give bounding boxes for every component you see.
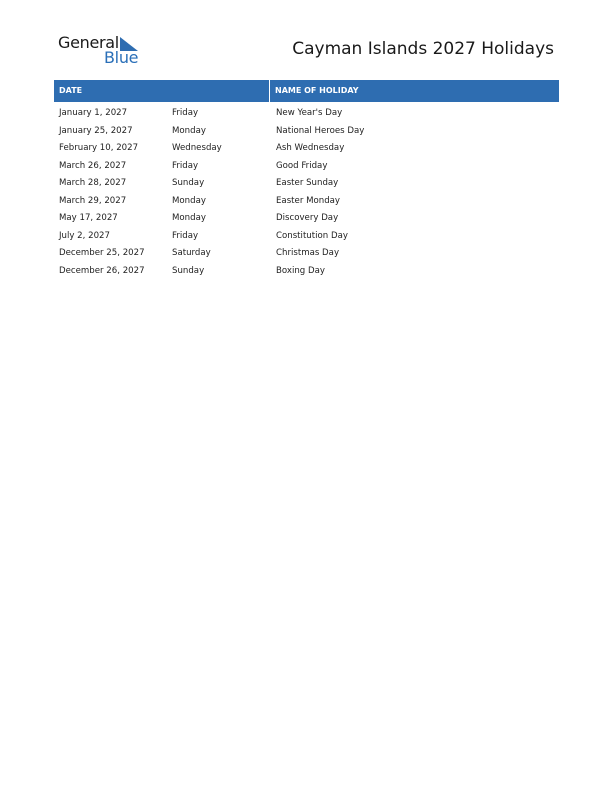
- header-date: DATE: [54, 80, 270, 102]
- row-holiday-name: Good Friday: [276, 160, 328, 171]
- row-date: May 17, 2027: [59, 213, 118, 223]
- row-weekday: Saturday: [172, 248, 211, 258]
- row-date: December 25, 2027: [59, 248, 145, 258]
- row-date: December 26, 2027: [59, 265, 145, 276]
- row-date: March 29, 2027: [59, 195, 127, 206]
- table-row: [54, 175, 559, 193]
- page-title: Cayman Islands 2027 Holidays: [292, 39, 554, 59]
- row-holiday-name: Easter Monday: [276, 195, 341, 206]
- row-date: February 10, 2027: [59, 143, 139, 153]
- table-row: [54, 158, 559, 176]
- table-row: [54, 105, 559, 123]
- row-weekday: Sunday: [172, 178, 205, 188]
- row-holiday-name: New Year's Day: [276, 108, 343, 118]
- row-date: January 1, 2027: [59, 108, 128, 118]
- table-row: [54, 193, 559, 211]
- row-weekday: Friday: [172, 230, 199, 241]
- row-holiday-name: Boxing Day: [276, 265, 325, 276]
- table-row: [54, 245, 559, 263]
- row-date: January 25, 2027: [59, 125, 133, 136]
- row-weekday: Monday: [172, 125, 206, 136]
- holiday-table: [54, 80, 559, 280]
- row-weekday: Monday: [172, 195, 206, 206]
- table-row: [54, 210, 559, 228]
- logo-word-blue: Blue: [104, 48, 139, 67]
- table-row: [54, 228, 559, 246]
- row-holiday-name: National Heroes Day: [276, 125, 365, 136]
- table-body: [54, 105, 559, 280]
- row-holiday-name: Constitution Day: [276, 230, 348, 241]
- row-weekday: Friday: [172, 108, 199, 118]
- table-row: [54, 263, 559, 281]
- row-holiday-name: Easter Sunday: [276, 178, 339, 188]
- table-row: [54, 123, 559, 141]
- row-holiday-name: Christmas Day: [276, 248, 340, 258]
- row-date: March 28, 2027: [59, 178, 127, 188]
- row-holiday-name: Ash Wednesday: [276, 143, 345, 153]
- row-date: March 26, 2027: [59, 160, 127, 171]
- table-header: [54, 80, 559, 102]
- row-weekday: Friday: [172, 160, 199, 171]
- table-row: [54, 140, 559, 158]
- row-weekday: Wednesday: [172, 143, 222, 153]
- brand-logo: [58, 34, 148, 68]
- row-weekday: Sunday: [172, 265, 205, 276]
- logo-word-general: General: [58, 33, 119, 52]
- row-weekday: Monday: [172, 213, 206, 223]
- row-date: July 2, 2027: [59, 230, 110, 241]
- row-holiday-name: Discovery Day: [276, 213, 339, 223]
- header-holiday-name: NAME OF HOLIDAY: [275, 86, 359, 95]
